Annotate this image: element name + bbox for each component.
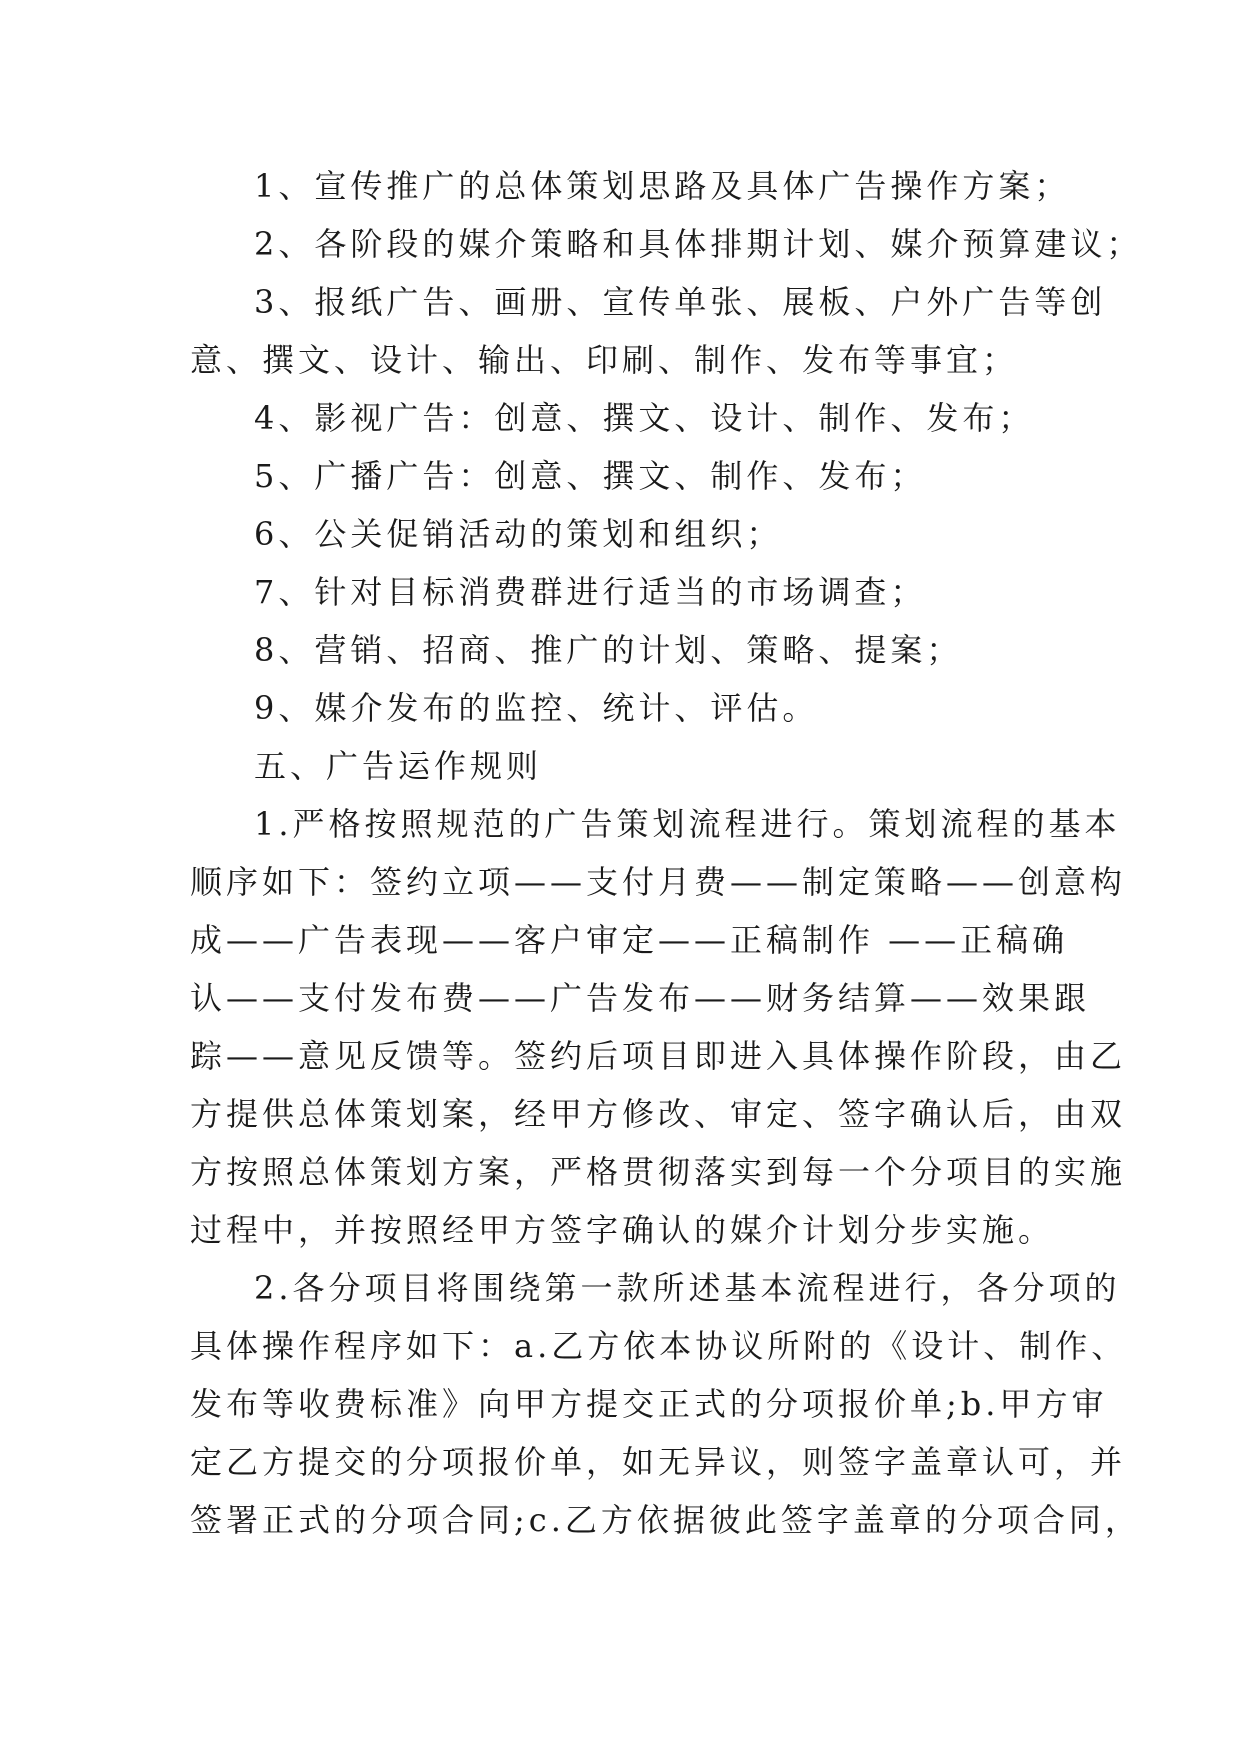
paragraph-line: 定乙方提交的分项报价单，如无异议，则签字盖章认可，并 xyxy=(190,1443,1127,1481)
paragraph-line: 1.严格按照规范的广告策划流程进行。策划流程的基本 xyxy=(254,805,1121,843)
paragraph-line: 2.各分项目将围绕第一款所述基本流程进行，各分项的 xyxy=(254,1269,1121,1307)
paragraph-line: 顺序如下：签约立项——支付月费——制定策略——创意构 xyxy=(190,863,1127,901)
paragraph-line: 方提供总体策划案，经甲方修改、审定、签字确认后，由双 xyxy=(190,1095,1127,1133)
list-item-continuation: 意、撰文、设计、输出、印刷、制作、发布等事宜； xyxy=(190,341,1019,379)
list-item: 4、影视广告：创意、撰文、设计、制作、发布； xyxy=(254,399,1035,437)
paragraph-line: 具体操作程序如下：a.乙方依本协议所附的《设计、制作、 xyxy=(190,1327,1128,1365)
list-item: 1、宣传推广的总体策划思路及具体广告操作方案； xyxy=(254,167,1071,205)
list-item: 3、报纸广告、画册、宣传单张、展板、户外广告等创 xyxy=(254,283,1107,321)
paragraph-line: 踪——意见反馈等。签约后项目即进入具体操作阶段，由乙 xyxy=(190,1037,1127,1075)
paragraph-line: 发布等收费标准》向甲方提交正式的分项报价单;b.甲方审 xyxy=(190,1385,1108,1423)
list-item: 6、公关促销活动的策划和组织； xyxy=(254,515,783,553)
list-item: 7、针对目标消费群进行适当的市场调查； xyxy=(254,573,927,611)
paragraph-line: 签署正式的分项合同;c.乙方依据彼此签字盖章的分项合同， xyxy=(190,1501,1141,1539)
list-item: 9、媒介发布的监控、统计、评估。 xyxy=(254,689,819,727)
list-item: 8、营销、招商、推广的计划、策略、提案； xyxy=(254,631,963,669)
paragraph-line: 过程中，并按照经甲方签字确认的媒介计划分步实施。 xyxy=(190,1211,1055,1249)
paragraph-line: 认——支付发布费——广告发布——财务结算——效果跟 xyxy=(190,979,1091,1017)
list-item: 2、各阶段的媒介策略和具体排期计划、媒介预算建议； xyxy=(254,225,1143,263)
paragraph-line: 成——广告表现——客户审定——正稿制作 ——正稿确 xyxy=(190,921,1069,959)
document-body xyxy=(190,157,1143,1549)
section-heading: 五、广告运作规则 xyxy=(254,747,543,785)
list-item: 5、广播广告：创意、撰文、制作、发布； xyxy=(254,457,927,495)
paragraph-line: 方按照总体策划方案，严格贯彻落实到每一个分项目的实施 xyxy=(190,1153,1127,1191)
